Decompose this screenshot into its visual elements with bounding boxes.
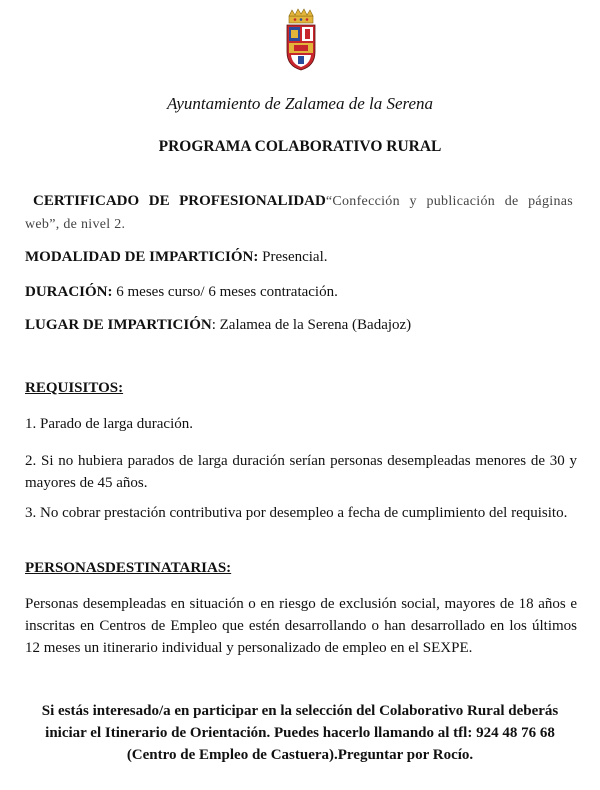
crown-icon — [289, 9, 313, 23]
certificate-line — [25, 190, 573, 236]
program-title: PROGRAMA COLABORATIVO RURAL — [158, 138, 442, 155]
modality-line — [25, 246, 577, 268]
duration-label: DURACIÓN: — [25, 284, 113, 300]
certificate-label: CERTIFICADO DE PROFESIONALIDAD — [33, 193, 326, 209]
requirement-item: 3. No cobrar prestación contributiva por desempleo a fecha de cumplimiento del requisito. — [25, 505, 568, 521]
location-value: : Zalamea de la Serena (Badajoz) — [211, 317, 412, 333]
modality-value: Presencial. — [258, 249, 328, 265]
shield-icon — [287, 25, 315, 70]
requirement-item: 2. Si no hubiera parados de larga duración serían personas desempleadas menores de 30 y mayores de 45 años. — [25, 453, 577, 491]
location-line — [25, 314, 577, 336]
coat-of-arms-icon — [281, 8, 321, 72]
certificate-value: “Confección y publicación de páginas web”, de nivel 2. — [25, 194, 574, 232]
location-label: LUGAR DE IMPARTICIÓN — [25, 317, 212, 333]
organization-name: Ayuntamiento de Zalamea de la Serena — [166, 94, 434, 113]
requirement-item: 1. Parado de larga duración. — [25, 416, 193, 432]
recipients-heading: PERSONASDESTINATARIAS: — [25, 560, 232, 576]
duration-line — [25, 281, 577, 303]
recipients-text: Personas desempleadas en situación o en riesgo de exclusión social, mayores de 18 años e inscritas en Centros de Empleo que estén desarrollando o han desarrollado en los últimos 12 meses un itinerario individual y personalizado de empleo en el SEXPE. — [25, 596, 577, 656]
contact-notice: Si estás interesado/a en participar en la selección del Colaborativo Rural deberás iniciar el Itinerario de Orientación. Puedes hacerlo llamando al tfl: 924 48 76 68 (Centro de Empleo de Castuera).Preguntar por Rocío. — [41, 703, 559, 763]
modality-label: MODALIDAD DE IMPARTICIÓN: — [25, 249, 259, 265]
duration-value: 6 meses curso/ 6 meses contratación. — [112, 284, 338, 300]
requirements-heading: REQUISITOS: — [25, 380, 124, 396]
